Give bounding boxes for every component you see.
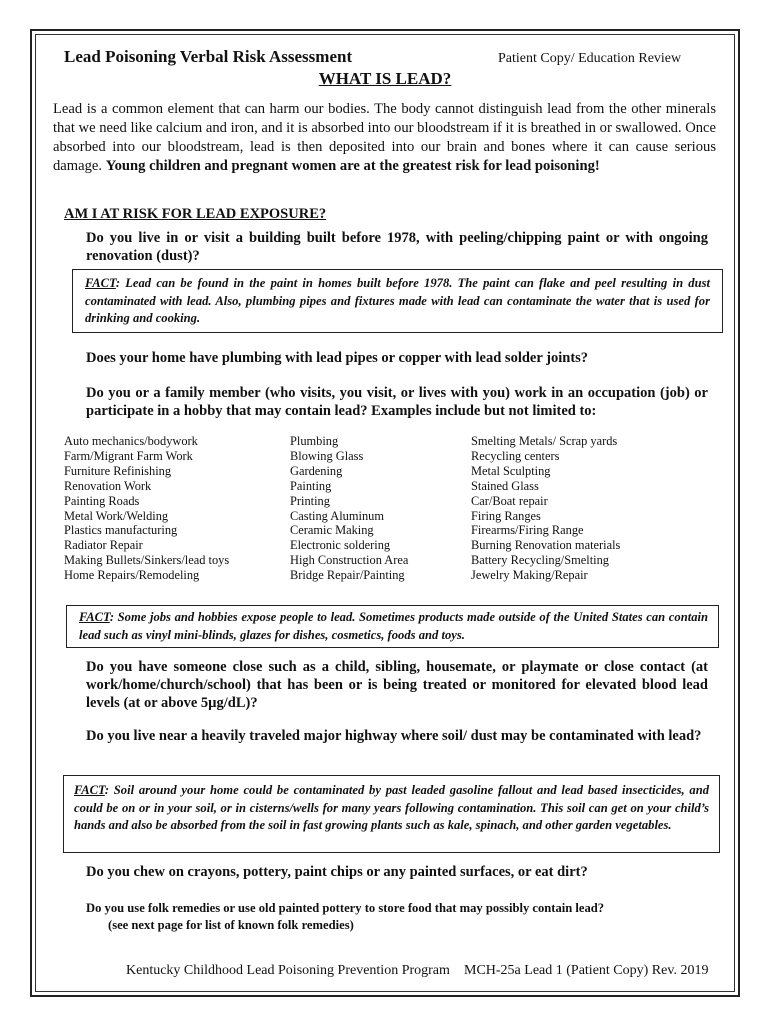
list-item: Stained Glass xyxy=(471,478,539,493)
question-6: Do you chew on crayons, pottery, paint chips or any painted surfaces, or eat dirt? xyxy=(86,864,588,880)
list-item: Firing Ranges xyxy=(471,508,541,523)
list-item: Blowing Glass xyxy=(290,448,364,463)
list-item: Farm/Migrant Farm Work xyxy=(64,448,193,463)
list-item: Smelting Metals/ Scrap yards xyxy=(471,434,618,448)
list-item: Making Bullets/Sinkers/lead toys xyxy=(64,553,230,568)
list-item: Car/Boat repair xyxy=(471,493,548,508)
fact-text: : Soil around your home could be contaminated by past leaded gasoline fallout and lead based insecticides, and could be on or in your soil, or in cisterns/wells for many years following contamination. This soil can get on your child’s hands and also be absorbed from the soil in fast growing plants such as kale, spinach, and other garden vegetables. xyxy=(74,783,709,832)
occupation-list-col-1 xyxy=(64,434,229,583)
list-item: Recycling centers xyxy=(471,448,560,463)
intro-bold-text: Young children and pregnant women are at the greatest risk for lead poisoning! xyxy=(105,158,600,174)
list-item: Ceramic Making xyxy=(290,523,374,538)
list-item: Painting xyxy=(290,478,332,493)
list-item: Burning Renovation materials xyxy=(471,538,621,553)
fact-text: : Lead can be found in the paint in homes built before 1978. The paint can flake and peel resulting in dust contaminated with lead. Also, plumbing pipes and fixtures made with lead can contaminate the water that is used for drinking and cooking. xyxy=(85,276,710,325)
list-item: Home Repairs/Remodeling xyxy=(64,568,200,583)
footer-program: Kentucky Childhood Lead Poisoning Prevention Program xyxy=(126,963,450,978)
list-item: Painting Roads xyxy=(64,493,140,508)
section-title: WHAT IS LEAD? xyxy=(318,69,452,88)
question-5: Do you live near a heavily traveled major highway where soil/ dust may be contaminated with lead? xyxy=(86,728,702,744)
list-item: Radiator Repair xyxy=(64,538,143,553)
list-item: High Construction Area xyxy=(290,553,409,568)
list-item: Printing xyxy=(290,493,330,508)
list-item: Casting Aluminum xyxy=(290,508,384,523)
occupation-list-col-3 xyxy=(471,434,620,583)
question-2: Does your home have plumbing with lead pipes or copper with lead solder joints? xyxy=(86,350,589,366)
occupation-list-col-2 xyxy=(290,434,408,583)
copy-label: Patient Copy/ Education Review xyxy=(498,51,682,66)
fact-text: : Some jobs and hobbies expose people to lead. Sometimes products made outside of the United States can contain lead such as vinyl mini-blinds, glazes for dishes, cosmetics, foods and toys. xyxy=(79,610,708,642)
list-item: Jewelry Making/Repair xyxy=(471,568,588,583)
list-item: Electronic soldering xyxy=(290,538,391,553)
list-item: Renovation Work xyxy=(64,478,152,493)
list-item: Auto mechanics/bodywork xyxy=(64,434,198,448)
fact-box-1 xyxy=(72,269,723,333)
fact-box-2 xyxy=(66,605,719,648)
question-7-text: Do you use folk remedies or use old painted pottery to store food that may possibly contain lead? xyxy=(86,901,605,915)
question-7 xyxy=(86,900,716,934)
list-item: Furniture Refinishing xyxy=(64,463,172,478)
question-4: Do you have someone close such as a child, sibling, housemate, or playmate or close contact (at work/home/church/school) that has been or is being treated or monitored for elevated blood lead levels (at or above 5µg/dL)? xyxy=(86,659,708,711)
list-item: Metal Work/Welding xyxy=(64,508,169,523)
list-item: Gardening xyxy=(290,463,343,478)
list-item: Bridge Repair/Painting xyxy=(290,568,405,583)
question-1: Do you live in or visit a building built before 1978, with peeling/chipping paint or with ongoing renovation (dust)? xyxy=(86,230,708,264)
risk-heading: AM I AT RISK FOR LEAD EXPOSURE? xyxy=(64,206,327,222)
list-item: Plastics manufacturing xyxy=(64,523,178,538)
list-item: Battery Recycling/Smelting xyxy=(471,553,609,568)
question-7-note: (see next page for list of known folk remedies) xyxy=(108,918,354,932)
fact-label: FACT xyxy=(74,783,105,797)
fact-label: FACT xyxy=(79,610,110,624)
footer-form-id: MCH-25a Lead 1 (Patient Copy) Rev. 2019 xyxy=(464,963,709,978)
document-title: Lead Poisoning Verbal Risk Assessment xyxy=(64,47,353,66)
intro-paragraph xyxy=(53,100,716,176)
fact-label: FACT xyxy=(85,276,116,290)
intro-text: Lead is a common element that can harm our bodies. The body cannot distinguish lead from the other minerals that we need like calcium and iron, and it is absorbed into our bloodstream if it is breathed in or swallowed. Once absorbed into our bloodstream, lead is then deposited into our brain and bones where it can cause serious damage. xyxy=(53,101,716,174)
fact-box-3 xyxy=(63,775,720,853)
question-3: Do you or a family member (who visits, you visit, or lives with you) work in an occupation (job) or participate in a hobby that may contain lead? Examples include but not limited to: xyxy=(86,385,708,419)
list-item: Metal Sculpting xyxy=(471,463,551,478)
list-item: Plumbing xyxy=(290,434,339,448)
list-item: Firearms/Firing Range xyxy=(471,523,584,538)
